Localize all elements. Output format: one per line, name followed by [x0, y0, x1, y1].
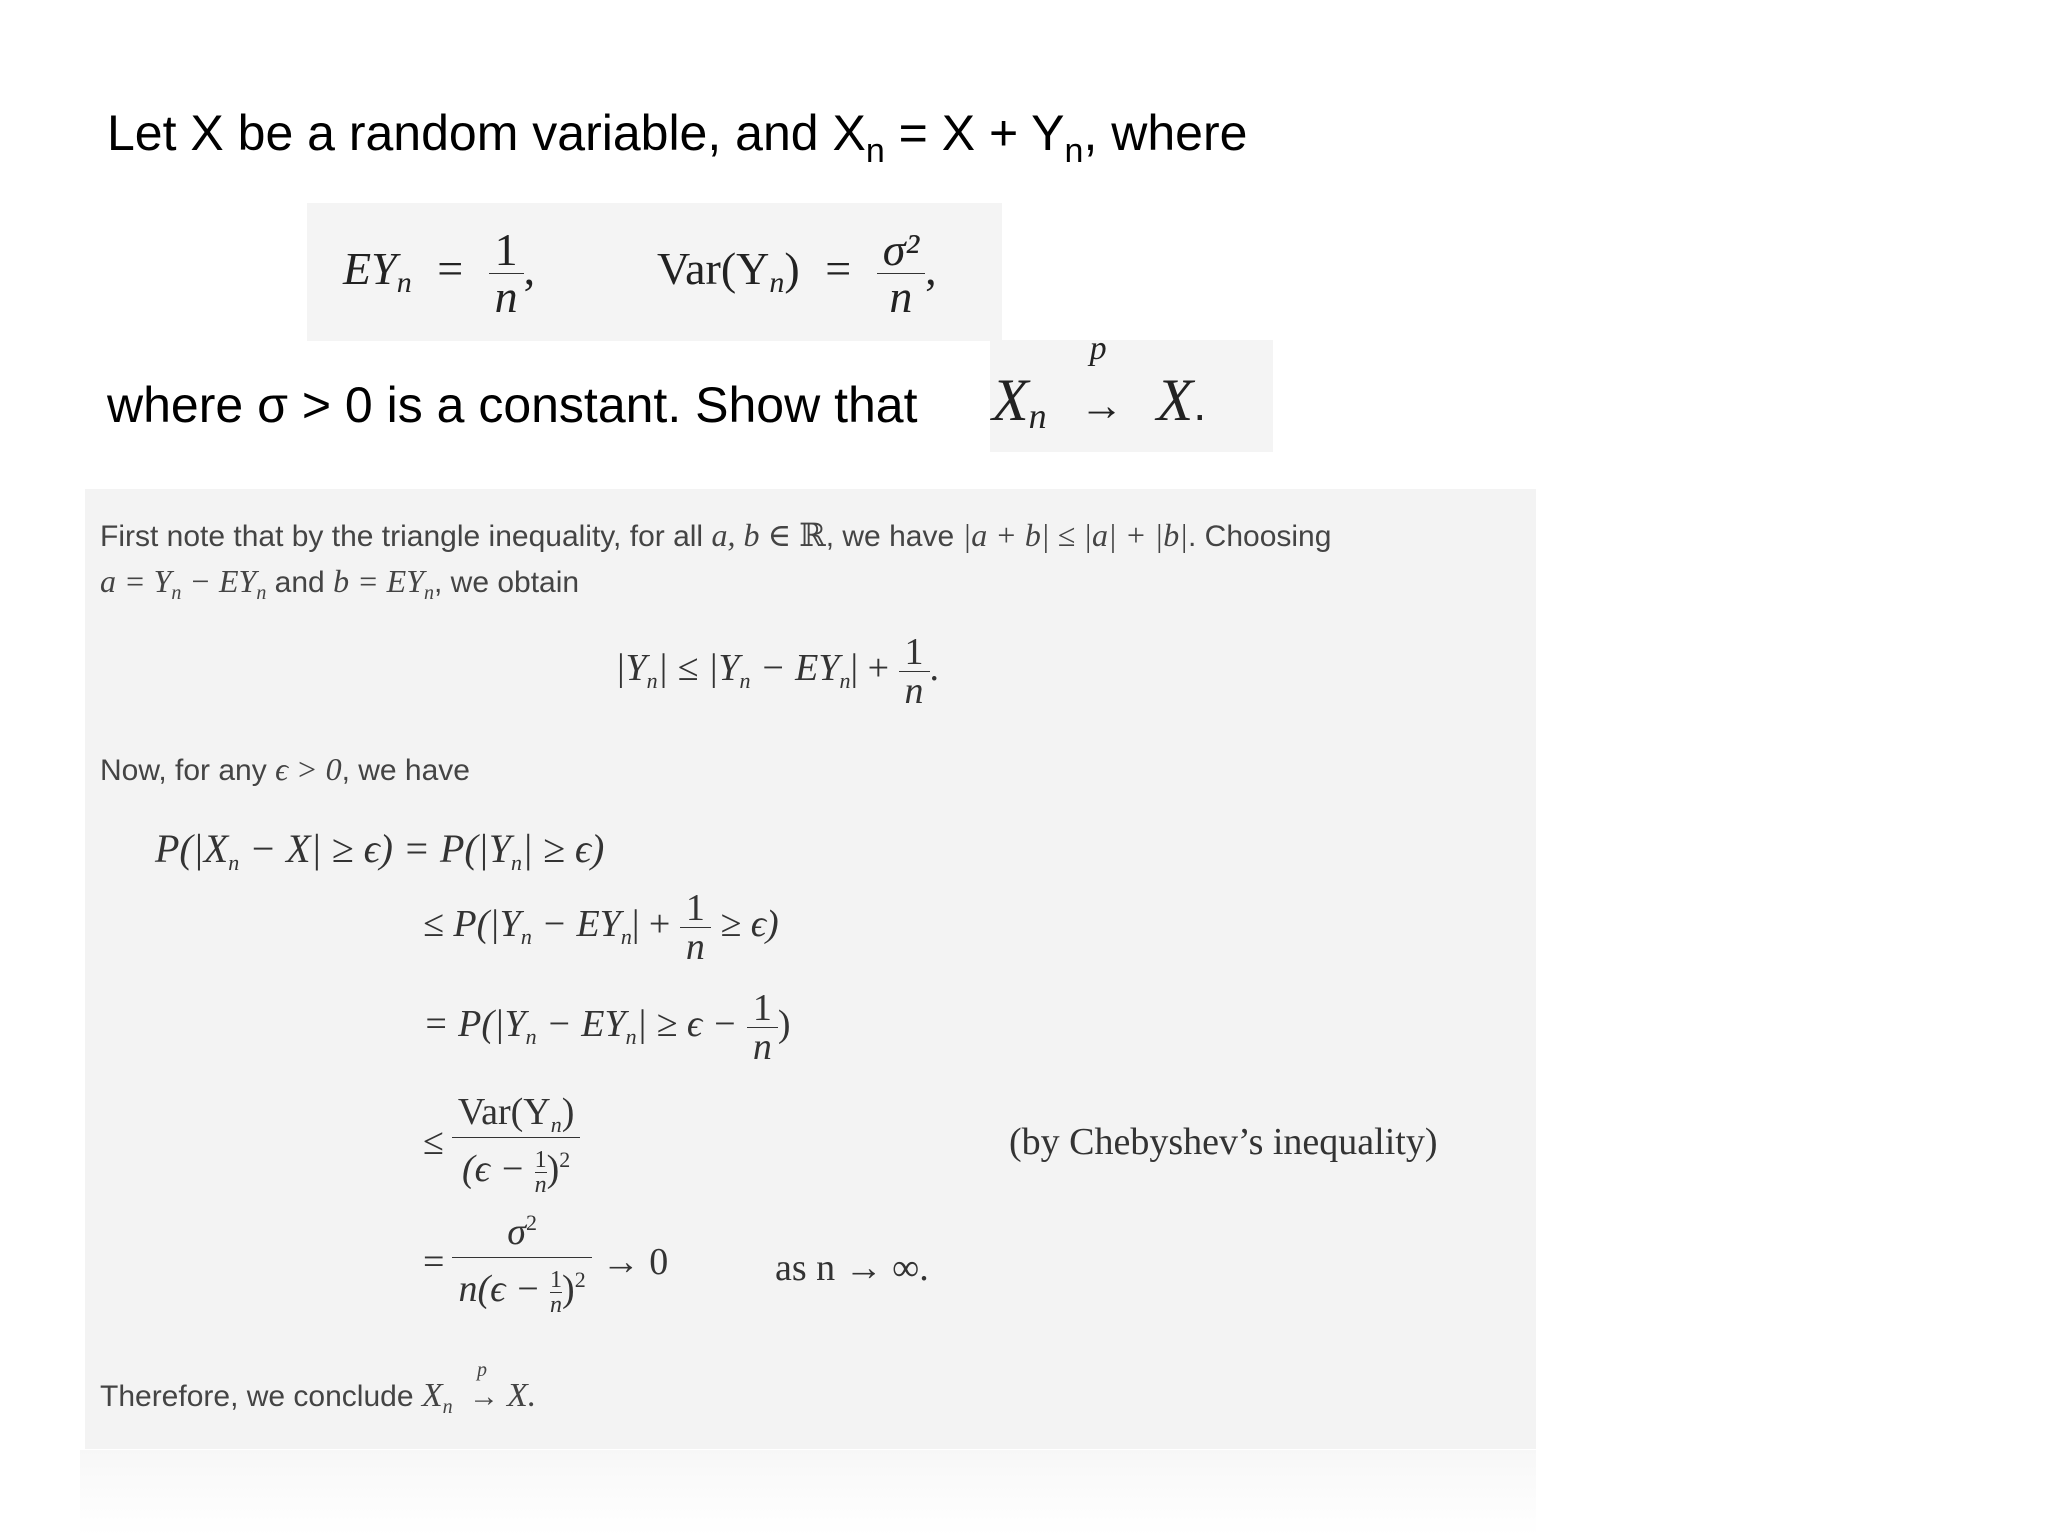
equals-sign: =: [437, 243, 464, 295]
subscript: n: [769, 266, 785, 300]
text: Now, for any: [100, 754, 276, 787]
problem-text: = X + Y: [884, 105, 1065, 161]
solution-panel: [85, 489, 1536, 1449]
text: , we have: [825, 520, 963, 553]
math: Var(Y: [457, 1091, 551, 1133]
fraction-one-over-n: [680, 889, 711, 966]
relation: =: [423, 1240, 445, 1283]
derivation-row-3: [423, 989, 791, 1066]
period: .: [929, 647, 940, 690]
math: | ≥ ϵ): [521, 826, 605, 871]
intro-line-1: [100, 519, 1331, 552]
math: (ϵ −: [461, 1148, 535, 1191]
numerator: 1: [550, 1267, 563, 1293]
denominator: n: [494, 271, 518, 322]
variable-x: X: [421, 1377, 443, 1414]
denominator: n: [889, 271, 913, 322]
problem-line-1: [107, 105, 1248, 170]
subscript: n: [550, 1112, 562, 1137]
arrow-p: [468, 1359, 499, 1413]
math-in-reals: ∈ ℝ: [759, 517, 826, 553]
subscript: n: [424, 582, 434, 604]
math: b = EY: [333, 563, 424, 599]
small-fraction: [535, 1148, 547, 1197]
subscript: n: [625, 1024, 637, 1050]
problem-text: Let X be a random variable, and X: [107, 105, 866, 161]
math: − EY: [750, 647, 840, 690]
math-epsilon: ϵ > 0: [275, 751, 342, 787]
p-label: p: [1089, 330, 1107, 367]
limit-note: [775, 1249, 929, 1287]
convergence-box: [990, 330, 1273, 452]
subscript: n: [1028, 396, 1047, 436]
math: σ: [507, 1211, 526, 1253]
text: First note that by the triangle inequality, for all: [100, 520, 712, 553]
math: | +: [631, 903, 680, 946]
fraction-variance-over-square: [452, 1093, 581, 1197]
convergence-in-probability: [992, 330, 1207, 436]
variable-x: X: [992, 367, 1029, 433]
denominator: n: [752, 1026, 772, 1068]
p-label: p: [476, 1359, 487, 1381]
subscript: n: [646, 668, 658, 694]
arrow-p: [1079, 330, 1124, 430]
numerator: [452, 1093, 581, 1137]
text: . Choosing: [1188, 520, 1332, 553]
subscript: n: [1064, 132, 1084, 170]
variance-equation: [657, 224, 937, 322]
numerator: 1: [494, 224, 518, 275]
small-fraction: [550, 1268, 562, 1317]
subscript: n: [256, 582, 267, 604]
comma: ,: [925, 243, 937, 295]
subscript: n: [525, 1024, 537, 1050]
math: | ≥ ϵ −: [636, 1003, 747, 1046]
fraction-one-over-n: [489, 224, 524, 322]
math: P(|X: [155, 826, 229, 871]
subscript: n: [396, 266, 412, 300]
subscript: n: [865, 132, 885, 170]
numerator: 1: [904, 631, 924, 673]
numerator: 1: [685, 887, 705, 929]
derivation-row-4: [423, 1093, 580, 1197]
numerator: σ²: [882, 224, 920, 275]
subscript: n: [510, 850, 522, 875]
problem-text: , where: [1083, 105, 1248, 161]
text: Therefore, we conclude: [100, 1380, 422, 1413]
denominator: n: [685, 926, 705, 968]
numerator: 1: [752, 987, 772, 1029]
period: .: [1193, 378, 1207, 430]
numerator: 1: [534, 1147, 547, 1173]
math: − X| ≥ ϵ) = P(|Y: [239, 826, 511, 871]
subscript: n: [171, 582, 182, 604]
relation: ≤: [423, 1120, 444, 1163]
fraction-one-over-n: [899, 633, 930, 710]
subscript: n: [739, 668, 751, 694]
conclusion-line: [100, 1359, 537, 1418]
subscript: n: [839, 668, 851, 694]
derivation-row-5: [423, 1210, 669, 1318]
fraction-one-over-n: [747, 989, 778, 1066]
math: ≤ P(|Y: [423, 903, 521, 946]
text: , we have: [341, 754, 470, 787]
superscript: 2: [525, 1210, 537, 1235]
given-equations-box: [307, 203, 1002, 341]
expectation-lhs: EY: [343, 243, 397, 295]
math: − EY: [181, 563, 257, 599]
bound-equation: [615, 633, 939, 710]
as-n-to-infinity: as n → ∞.: [775, 1247, 929, 1289]
now-line: [100, 753, 470, 786]
intro-line-2: [100, 565, 579, 603]
math: ): [562, 1268, 575, 1311]
numerator: [501, 1210, 543, 1257]
text: and: [266, 566, 334, 599]
math-ab: a, b: [711, 517, 760, 553]
chebyshev-note: (by Chebyshev’s inequality): [1009, 1121, 1438, 1163]
denominator: n: [550, 1292, 563, 1318]
problem-line-2: where σ > 0 is a constant. Show that: [107, 377, 918, 433]
denominator: n: [534, 1172, 547, 1198]
fraction-sigma2-over-n: [877, 224, 925, 322]
math: n(ϵ −: [458, 1268, 551, 1311]
denominator: n: [904, 670, 924, 712]
equals-sign: =: [825, 243, 852, 295]
right-arrow-icon: →: [468, 1380, 499, 1413]
derivation-row-1: [155, 826, 605, 875]
superscript: 2: [574, 1267, 586, 1293]
paren: ): [784, 243, 800, 295]
math: a = Y: [100, 563, 172, 599]
subscript: n: [442, 1396, 453, 1418]
variance-lhs: Var(Y: [657, 243, 770, 295]
math: ≥ ϵ): [710, 903, 779, 946]
math: − EY: [536, 1003, 626, 1046]
limit-arrow: → 0: [601, 1240, 669, 1283]
superscript: 2: [559, 1147, 571, 1173]
comma: ,: [523, 243, 536, 295]
math: | ≤ |Y: [657, 647, 740, 690]
math: ): [546, 1148, 560, 1191]
math: |Y: [615, 647, 647, 690]
right-arrow-icon: →: [1079, 381, 1124, 430]
denominator: [452, 1258, 591, 1317]
triangle-inequality: |a + b| ≤ |a| + |b|: [962, 517, 1188, 553]
math: ): [777, 1003, 791, 1046]
expectation-equation: [343, 224, 536, 322]
subscript: n: [620, 924, 632, 950]
math: ): [561, 1091, 575, 1133]
variable-x: X.: [506, 1377, 537, 1414]
math: − EY: [531, 903, 621, 946]
math: = P(|Y: [423, 1003, 526, 1046]
derivation-row-2: [423, 889, 779, 966]
fraction-sigma2-over-n-square: [452, 1210, 591, 1318]
denominator: [456, 1138, 576, 1197]
subscript: n: [228, 850, 240, 875]
subscript: n: [520, 924, 532, 950]
panel-bottom-fade: [80, 1450, 1536, 1536]
math: | +: [850, 647, 899, 690]
variable-x: X: [1156, 367, 1194, 433]
text: , we obtain: [434, 566, 580, 599]
